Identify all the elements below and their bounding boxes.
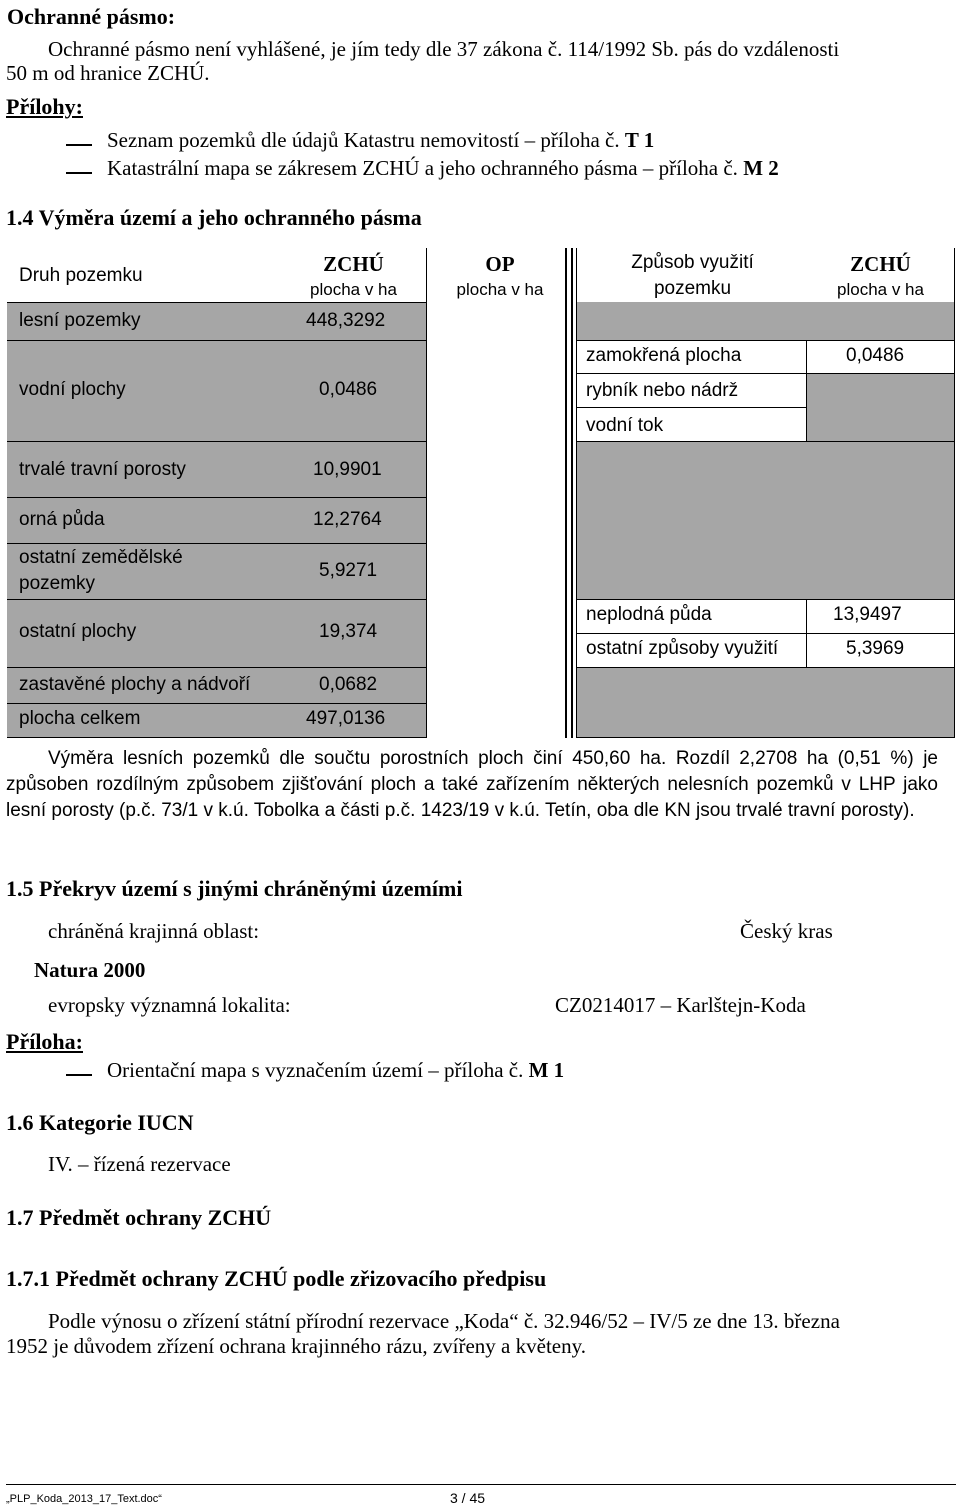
row-zastavene-label: zastavěné plochy a nádvoří xyxy=(19,674,251,695)
table-rule xyxy=(7,667,426,668)
ochranne-pasmo-heading: Ochranné pásmo: xyxy=(7,4,176,29)
table-rule xyxy=(954,248,955,738)
prilohy-heading: Přílohy: xyxy=(6,94,83,119)
right-grey-bottom xyxy=(576,667,954,737)
row-vodni-label: vodní plochy xyxy=(19,379,126,400)
right-grey-top xyxy=(576,302,954,340)
section-1-4-heading: 1.4 Výměra území a jeho ochranného pásma xyxy=(6,205,422,230)
header-zchu2-sub: plocha v ha xyxy=(837,280,924,299)
header-zpusob-line1: Způsob využití xyxy=(631,252,754,273)
dash-bullet xyxy=(66,172,92,174)
table-rule xyxy=(7,599,426,600)
area-note: Výměra lesních pozemků dle součtu porostních ploch činí 450,60 ha. Rozdíl 2,2708 ha (0,51 %) je způsoben rozdílným způsobem zjišťování ploch a také zařízením některých nelesních pozemků v LHP jako lesní porosty (p.č. 73/1 v k.ú. Tobolka a části p.č. 1423/19 v k.ú. Tetín, oba dle KN jsou trvalé travní porosty). xyxy=(6,748,938,821)
section-1-7-heading: 1.7 Předmět ochrany ZCHÚ xyxy=(6,1205,272,1230)
row-zastavene-value: 0,0682 xyxy=(319,674,378,695)
row-zemedelske-label-line2: pozemky xyxy=(19,573,96,594)
evl-label: evropsky významná lokalita: xyxy=(48,993,291,1017)
table-rule xyxy=(7,703,426,704)
cho-label: chráněná krajinná oblast: xyxy=(48,919,260,943)
table-rule xyxy=(576,737,954,738)
header-zpusob-line2: pozemku xyxy=(653,278,732,299)
table-rule xyxy=(806,340,807,441)
table-rule xyxy=(7,340,426,341)
table-rule xyxy=(576,248,577,738)
cho-value: Český kras xyxy=(740,919,833,943)
vyuziti-neplodna-value: 13,9497 xyxy=(833,604,902,625)
header-druh-pozemku: Druh pozemku xyxy=(19,265,143,286)
row-lesni-label: lesní pozemky xyxy=(19,310,141,331)
vyuziti-ostatni-value: 5,3969 xyxy=(846,638,905,659)
row-zemedelske-value: 5,9271 xyxy=(319,560,378,581)
header-zchu: ZCHÚ xyxy=(323,252,384,276)
table-rule xyxy=(576,441,954,442)
right-grey-water xyxy=(806,374,954,441)
header-zchu2: ZCHÚ xyxy=(850,252,911,276)
footer-filename: „PLP_Koda_2013_17_Text.doc“ xyxy=(6,1493,162,1505)
vyuziti-zamokrena-label: zamokřená plocha xyxy=(586,345,742,366)
vyuziti-zamokrena-value: 0,0486 xyxy=(846,345,905,366)
vyuziti-ostatni-label: ostatní způsoby využití xyxy=(586,638,779,659)
footer-page-number: 3 / 45 xyxy=(450,1490,486,1506)
row-celkem-label: plocha celkem xyxy=(19,708,141,729)
table-rule xyxy=(576,407,806,408)
row-orna-value: 12,2764 xyxy=(313,509,382,530)
vyuziti-rybnik-label: rybník nebo nádrž xyxy=(586,380,739,401)
table-rule xyxy=(576,373,954,374)
dash-bullet xyxy=(66,144,92,146)
table-rule xyxy=(576,667,954,668)
priloha-heading: Příloha: xyxy=(6,1029,83,1054)
ochranne-pasmo-text-line2: 50 m od hranice ZCHÚ. xyxy=(6,61,210,85)
table-rule xyxy=(576,633,954,634)
table-rule xyxy=(576,340,954,341)
section-1-7-1-heading: 1.7.1 Předmět ochrany ZCHÚ podle zřizovacího předpisu xyxy=(6,1266,547,1291)
section-1-6-heading: 1.6 Kategorie IUCN xyxy=(6,1110,194,1135)
table-rule xyxy=(806,599,807,667)
right-grey-middle xyxy=(576,441,954,599)
row-ostatni-value: 19,374 xyxy=(319,621,378,642)
section-1-7-1-text-line2: 1952 je důvodem zřízení ochrana krajinného rázu, zvířeny a květeny. xyxy=(6,1334,586,1358)
header-zchu-sub: plocha v ha xyxy=(310,280,397,299)
section-1-7-1-text-line1: Podle výnosu o zřízení státní přírodní rezervace „Koda“ č. 32.946/52 – IV/5 ze dne 13. března xyxy=(48,1309,840,1333)
vyuziti-vodni-tok-label: vodní tok xyxy=(586,415,664,436)
row-trvale-value: 10,9901 xyxy=(313,459,382,480)
table-rule xyxy=(7,302,426,303)
footer-rule xyxy=(6,1484,956,1485)
row-celkem-value: 497,0136 xyxy=(306,708,386,729)
row-zemedelske-label-line1: ostatní zemědělské xyxy=(19,547,183,568)
priloha-item-t1: Seznam pozemků dle údajů Katastru nemovitostí – příloha č. T 1 xyxy=(107,128,655,152)
header-op: OP xyxy=(485,252,515,276)
table-rule xyxy=(7,543,426,544)
table-rule xyxy=(7,441,426,442)
row-ostatni-label: ostatní plochy xyxy=(19,621,137,642)
table-rule xyxy=(426,248,427,738)
row-trvale-label: trvalé travní porosty xyxy=(19,459,186,480)
table-rule xyxy=(571,248,573,738)
section-1-5-heading: 1.5 Překryv území s jinými chráněnými územími xyxy=(6,876,463,901)
row-lesni-value: 448,3292 xyxy=(306,310,386,331)
evl-value: CZ0214017 – Karlštejn-Koda xyxy=(555,993,806,1017)
row-orna-label: orná půda xyxy=(19,509,105,530)
table-rule xyxy=(576,599,954,600)
natura-heading: Natura 2000 xyxy=(34,958,146,982)
priloha-item-m2: Katastrální mapa se zákresem ZCHÚ a jeho ochranného pásma – příloha č. M 2 xyxy=(107,156,779,180)
table-rule xyxy=(565,248,567,738)
row-vodni-value: 0,0486 xyxy=(319,379,378,400)
priloha-item-m1: Orientační mapa s vyznačením území – příloha č. M 1 xyxy=(107,1058,565,1082)
table-rule xyxy=(7,497,426,498)
table-rule xyxy=(7,737,426,738)
iucn-value: IV. – řízená rezervace xyxy=(48,1152,231,1176)
vyuziti-neplodna-label: neplodná půda xyxy=(586,604,712,625)
header-op-sub: plocha v ha xyxy=(456,280,544,299)
ochranne-pasmo-text-line1: Ochranné pásmo není vyhlášené, je jím tedy dle 37 zákona č. 114/1992 Sb. pás do vzdálenosti xyxy=(48,37,840,61)
dash-bullet xyxy=(66,1074,92,1076)
